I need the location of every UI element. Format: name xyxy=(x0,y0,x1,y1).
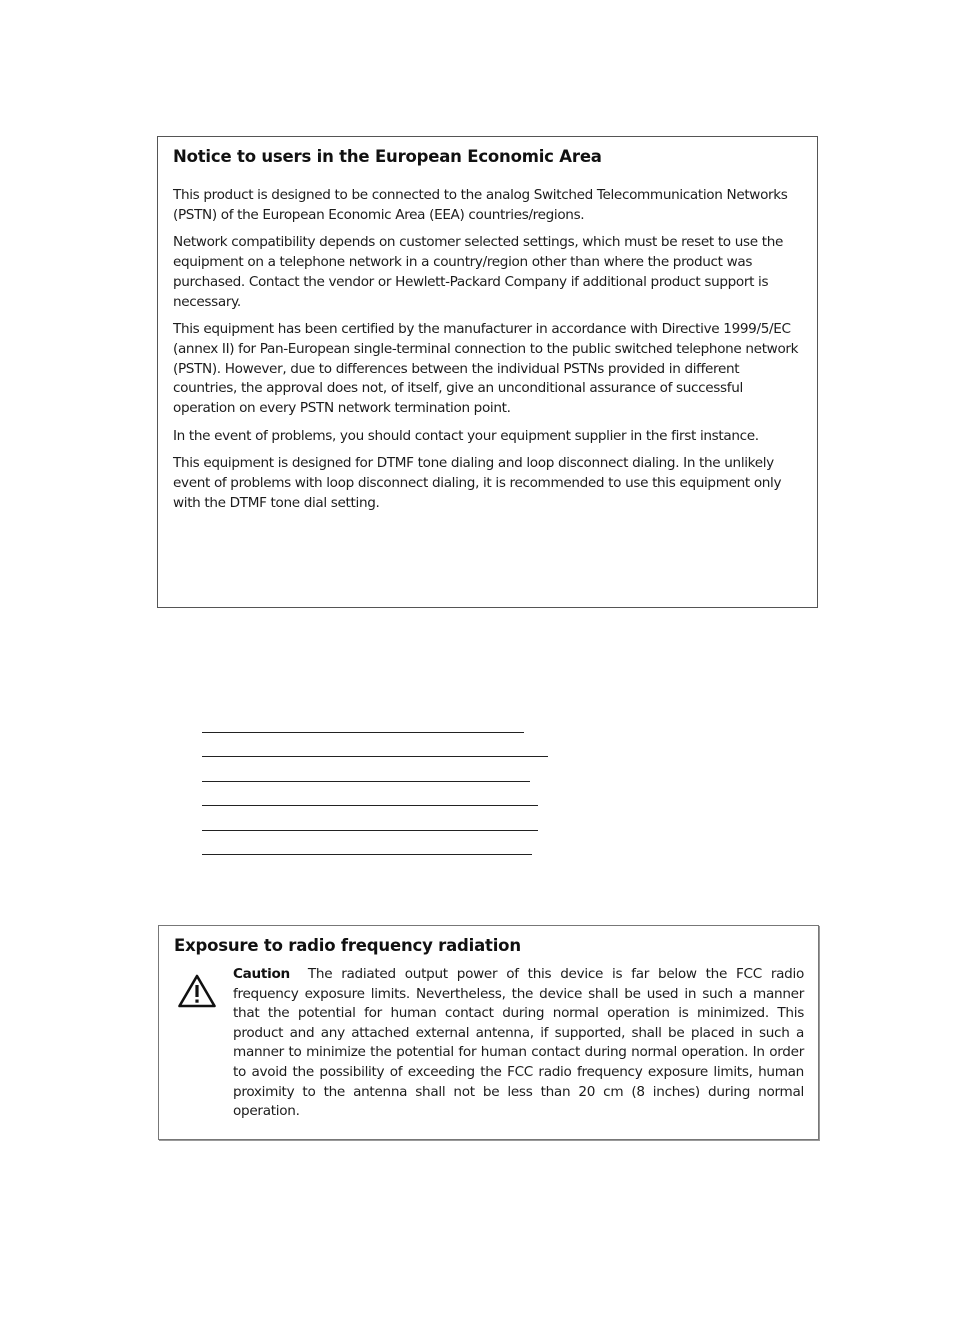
caution-text: The radiated output power of this device is far below the FCC radio frequency exposure limits. Nevertheless, the device shall be used in such a manner that the potential for human contact during normal operation is minimized. This product and any attached external antenna, if supported, shall be placed in such a manner to minimize the potential for human contact during normal operation. In order to avoid the possibility of exceeding the FCC radio frequency exposure limits, human proximity to the antenna shall not be less than 20 cm (8 inches) during normal operation. xyxy=(233,966,804,1120)
warning-triangle-icon xyxy=(177,973,217,1009)
eea-notice-paragraph: In the event of problems, you should contact your equipment supplier in the first instance. xyxy=(173,427,759,444)
rf-exposure-title: Exposure to radio frequency radiation xyxy=(174,936,521,955)
eea-notice-paragraph: Network compatibility depends on customer selected settings, which must be reset to use the equipment on a telephone network in a country/region other than where the product was purchased. Contact the vendor or Hewlett-Packard Company if additional product support is necessary. xyxy=(173,234,783,310)
blank-line xyxy=(202,781,530,782)
blank-line xyxy=(202,805,538,806)
caution-row xyxy=(174,965,804,1122)
caution-label: Caution xyxy=(233,966,290,982)
eea-notice-paragraph: This equipment has been certified by the manufacturer in accordance with Directive 1999/5/EC (annex II) for Pan-European single-terminal connection to the public switched telephone network (PSTN). However, due to differences between the individual PSTNs provided in different countries, the approval does not, of itself, give an unconditional assurance of successful operation on every PSTN network termination point. xyxy=(173,321,799,417)
rf-exposure-box xyxy=(158,925,819,1140)
caution-paragraph xyxy=(233,965,804,1122)
eea-notice-title: Notice to users in the European Economic Area xyxy=(173,147,602,166)
blank-line xyxy=(202,854,532,855)
blank-line xyxy=(202,756,548,757)
eea-notice-box xyxy=(157,136,818,608)
eea-notice-paragraph: This equipment is designed for DTMF tone dialing and loop disconnect dialing. In the unlikely event of problems with loop disconnect dialing, it is recommended to use this equipment only with the DTMF tone dial setting. xyxy=(173,455,782,511)
blank-line xyxy=(202,830,538,831)
blank-line xyxy=(202,732,524,733)
eea-notice-paragraph: This product is designed to be connected to the analog Switched Telecommunication Networks (PSTN) of the European Economic Area (EEA) countries/regions. xyxy=(173,187,788,223)
